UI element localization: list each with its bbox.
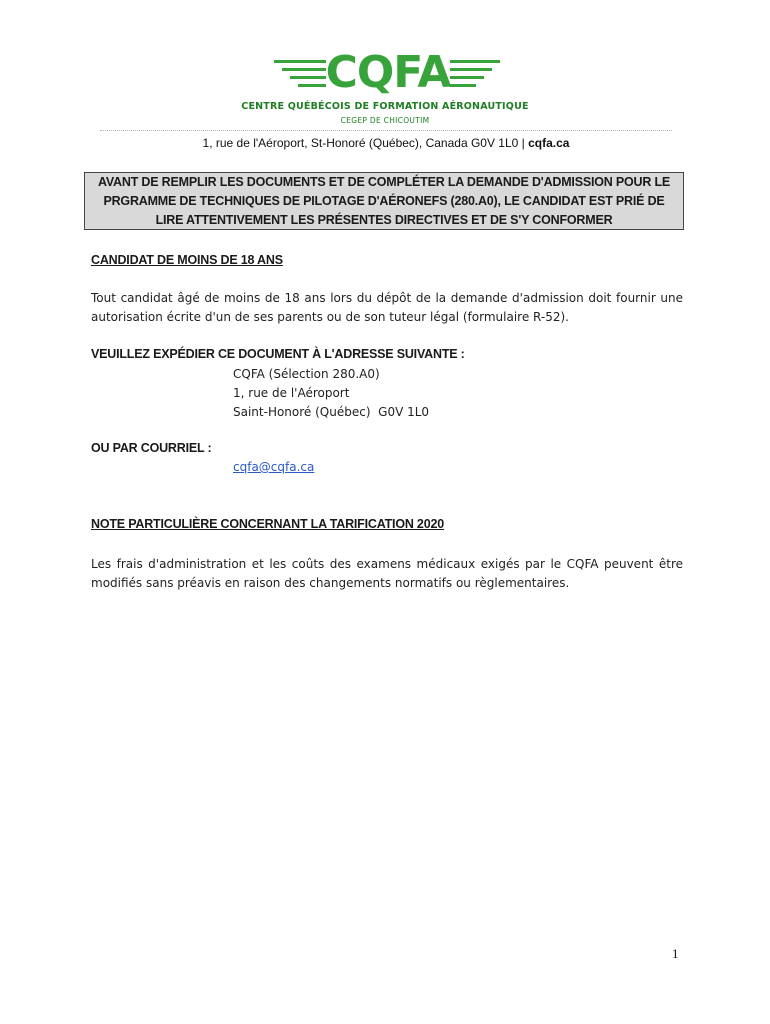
notice-text: AVANT DE REMPLIR LES DOCUMENTS ET DE COMPLÉTER LA DEMANDE D'ADMISSION POUR LE PRGRAMME DE TECHNIQUES DE PILOTAGE D'AÉRONEFS (280.A0), LE CANDIDAT EST PRIÉ DE LIRE ATTENTIVEMENT LES PRÉSENTES DIRECTIVES ET DE S'Y CONFORMER [97, 174, 671, 227]
address-line: CQFA (Sélection 280.A0) [233, 367, 380, 381]
page-number: 1 [672, 946, 679, 961]
section-heading-fees: NOTE PARTICULIÈRE CONCERNANT LA TARIFICATION 2020 [91, 517, 444, 531]
mailing-heading: VEUILLEZ EXPÉDIER CE DOCUMENT À L'ADRESSE SUIVANTE : [91, 347, 465, 361]
email-heading: OU PAR COURRIEL : [91, 441, 212, 455]
address-text: 1, rue de l'Aéroport, St-Honoré (Québec), Canada G0V 1L0 | [202, 136, 529, 150]
notice-box [84, 172, 684, 230]
organization-name: CENTRE QUÉBÉCOIS DE FORMATION AÉRONAUTIQUE [241, 101, 529, 112]
header-divider [100, 130, 672, 131]
logo-speed-line [290, 76, 326, 79]
logo-speed-line [282, 68, 326, 71]
minor-section-body: Tout candidat âgé de moins de 18 ans lors du dépôt de la demande d'admission doit fournir une autorisation écrite d'un de ses parents ou de son tuteur légal (formulaire R-52). [91, 291, 683, 324]
website-text: cqfa.ca [528, 136, 570, 150]
logo-speed-line [450, 76, 484, 79]
logo-wordmark: CQFA [325, 47, 451, 98]
section-heading-minor: CANDIDAT DE MOINS DE 18 ANS [91, 253, 283, 267]
address-line: Saint-Honoré (Québec) G0V 1L0 [233, 405, 430, 419]
cqfa-logo [272, 47, 502, 98]
fees-section-body: Les frais d'administration et les coûts des examens médicaux exigés par le CQFA peuvent être modifiés sans préavis en raison des changements normatifs ou règlementaires. [91, 557, 683, 590]
letterhead-address [100, 136, 672, 150]
mailing-address-block [233, 365, 429, 422]
logo-speed-line [274, 60, 326, 63]
address-line: 1, rue de l'Aéroport [233, 386, 350, 400]
logo-speed-line [450, 60, 500, 63]
email-link[interactable]: cqfa@cqfa.ca [233, 460, 315, 474]
organization-subtitle: CEGEP DE CHICOUTIM [340, 116, 430, 125]
logo-speed-line [450, 68, 492, 71]
